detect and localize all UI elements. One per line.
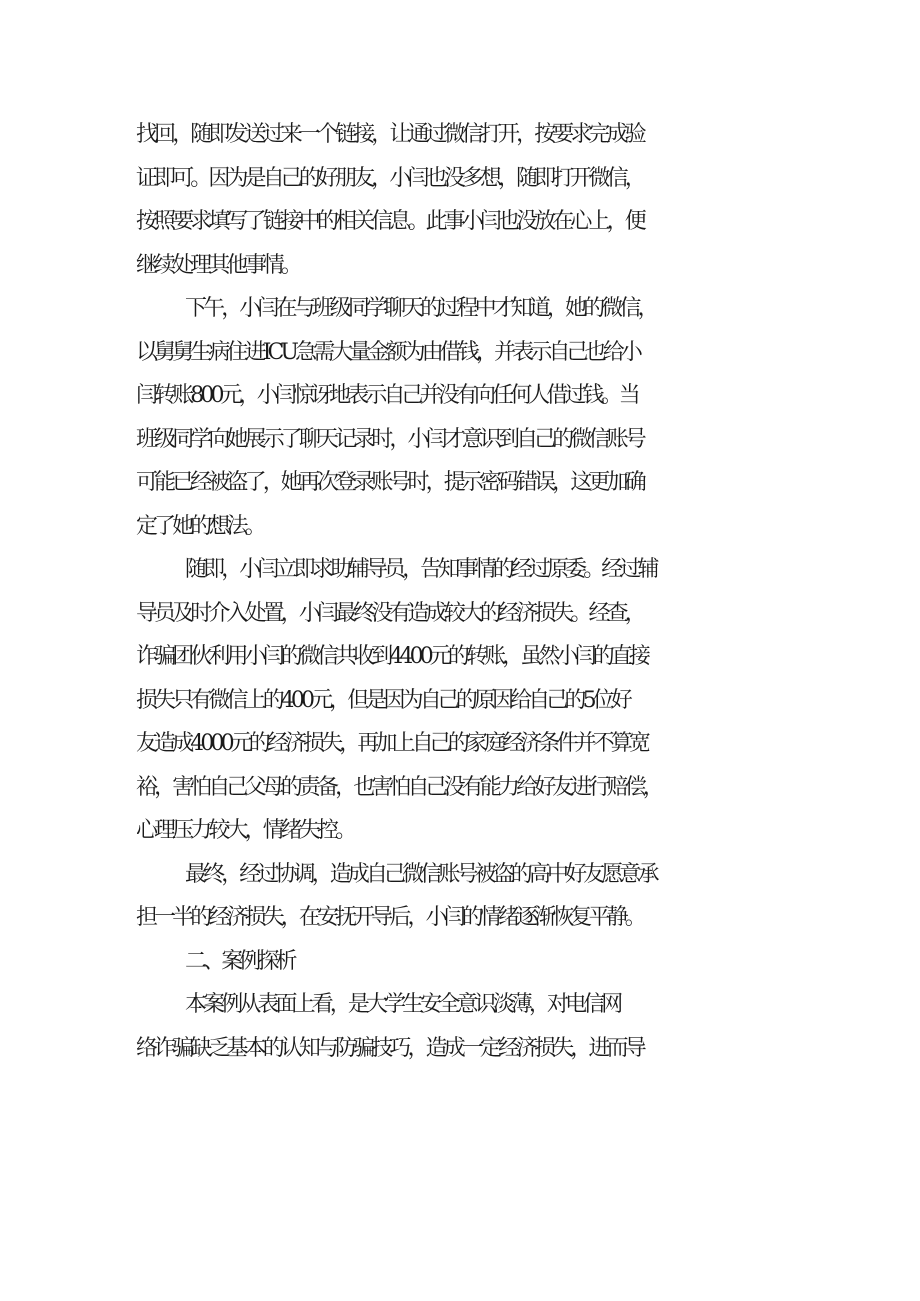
paragraph-start: 随即，小闫立即求助辅导员，告知事情的经过原委。经过辅 — [185, 557, 656, 582]
text-line: 络诈骗缺乏基本的认知与防骗技巧，造成一定经济损失，进而导 — [136, 1035, 643, 1061]
text-line: 担一半的经济损失，在安抚开导后，小闫的情绪逐渐恢复平静。 — [136, 905, 643, 930]
section-heading: 二、案例探析 — [185, 948, 294, 974]
text-line: 裕，害怕自己父母的责备，也害怕自己没有能力给好友进行赔偿， — [136, 774, 661, 800]
text-line: 损失只有微信上的400元，但是因为自己的原因给自己的5位好 — [136, 687, 629, 713]
paragraph-start: 最终，经过协调，造成自己微信账号被盗的高中好友愿意承 — [185, 861, 656, 887]
text-line: 闫转账800元，小闫惊讶地表示自己并没有向任何人借过钱。当 — [136, 383, 637, 408]
text-line: 以舅舅生病住进ICU急需大量金额为由借钱，并表示自己也给小 — [136, 339, 639, 365]
text-line: 心理压力较大，情绪失控。 — [136, 818, 354, 843]
text-line: 找回，随即发送过来一个链接，让通过微信打开，按要求完成验 — [136, 122, 643, 147]
text-line: 班级同学向她展示了聊天记录时，小闫才意识到自己的微信账号 — [136, 426, 643, 452]
text-line: 按照要求填写了链接中的相关信息。此事小闫也没放在心上，便 — [136, 209, 643, 234]
text-line: 诈骗团伙利用小闫的微信共收到4400元的转账，虽然小闫的直接 — [136, 644, 647, 669]
text-line: 定了她的想法。 — [136, 513, 263, 539]
text-line: 友造成4000元的经济损失，再加上自己的家庭经济条件并不算宽 — [136, 731, 647, 756]
text-line: 继续处理其他事情。 — [136, 252, 299, 278]
text-line: 导员及时介入处置，小闫最终没有造成较大的经济损失。经查， — [136, 600, 643, 626]
body-text — [0, 113, 920, 1070]
paragraph-start: 本案例从表面上看，是大学生安全意识淡薄，对电信网 — [185, 992, 620, 1017]
text-line: 证即可。因为是自己的好朋友，小闫也没多想，随即打开微信， — [136, 165, 643, 191]
paragraph-start: 下午，小闫在与班级同学聊天的过程中才知道，她的微信， — [185, 296, 656, 321]
text-line: 可能已经被盗了，她再次登录账号时，提示密码错误，这更加确 — [136, 470, 643, 495]
